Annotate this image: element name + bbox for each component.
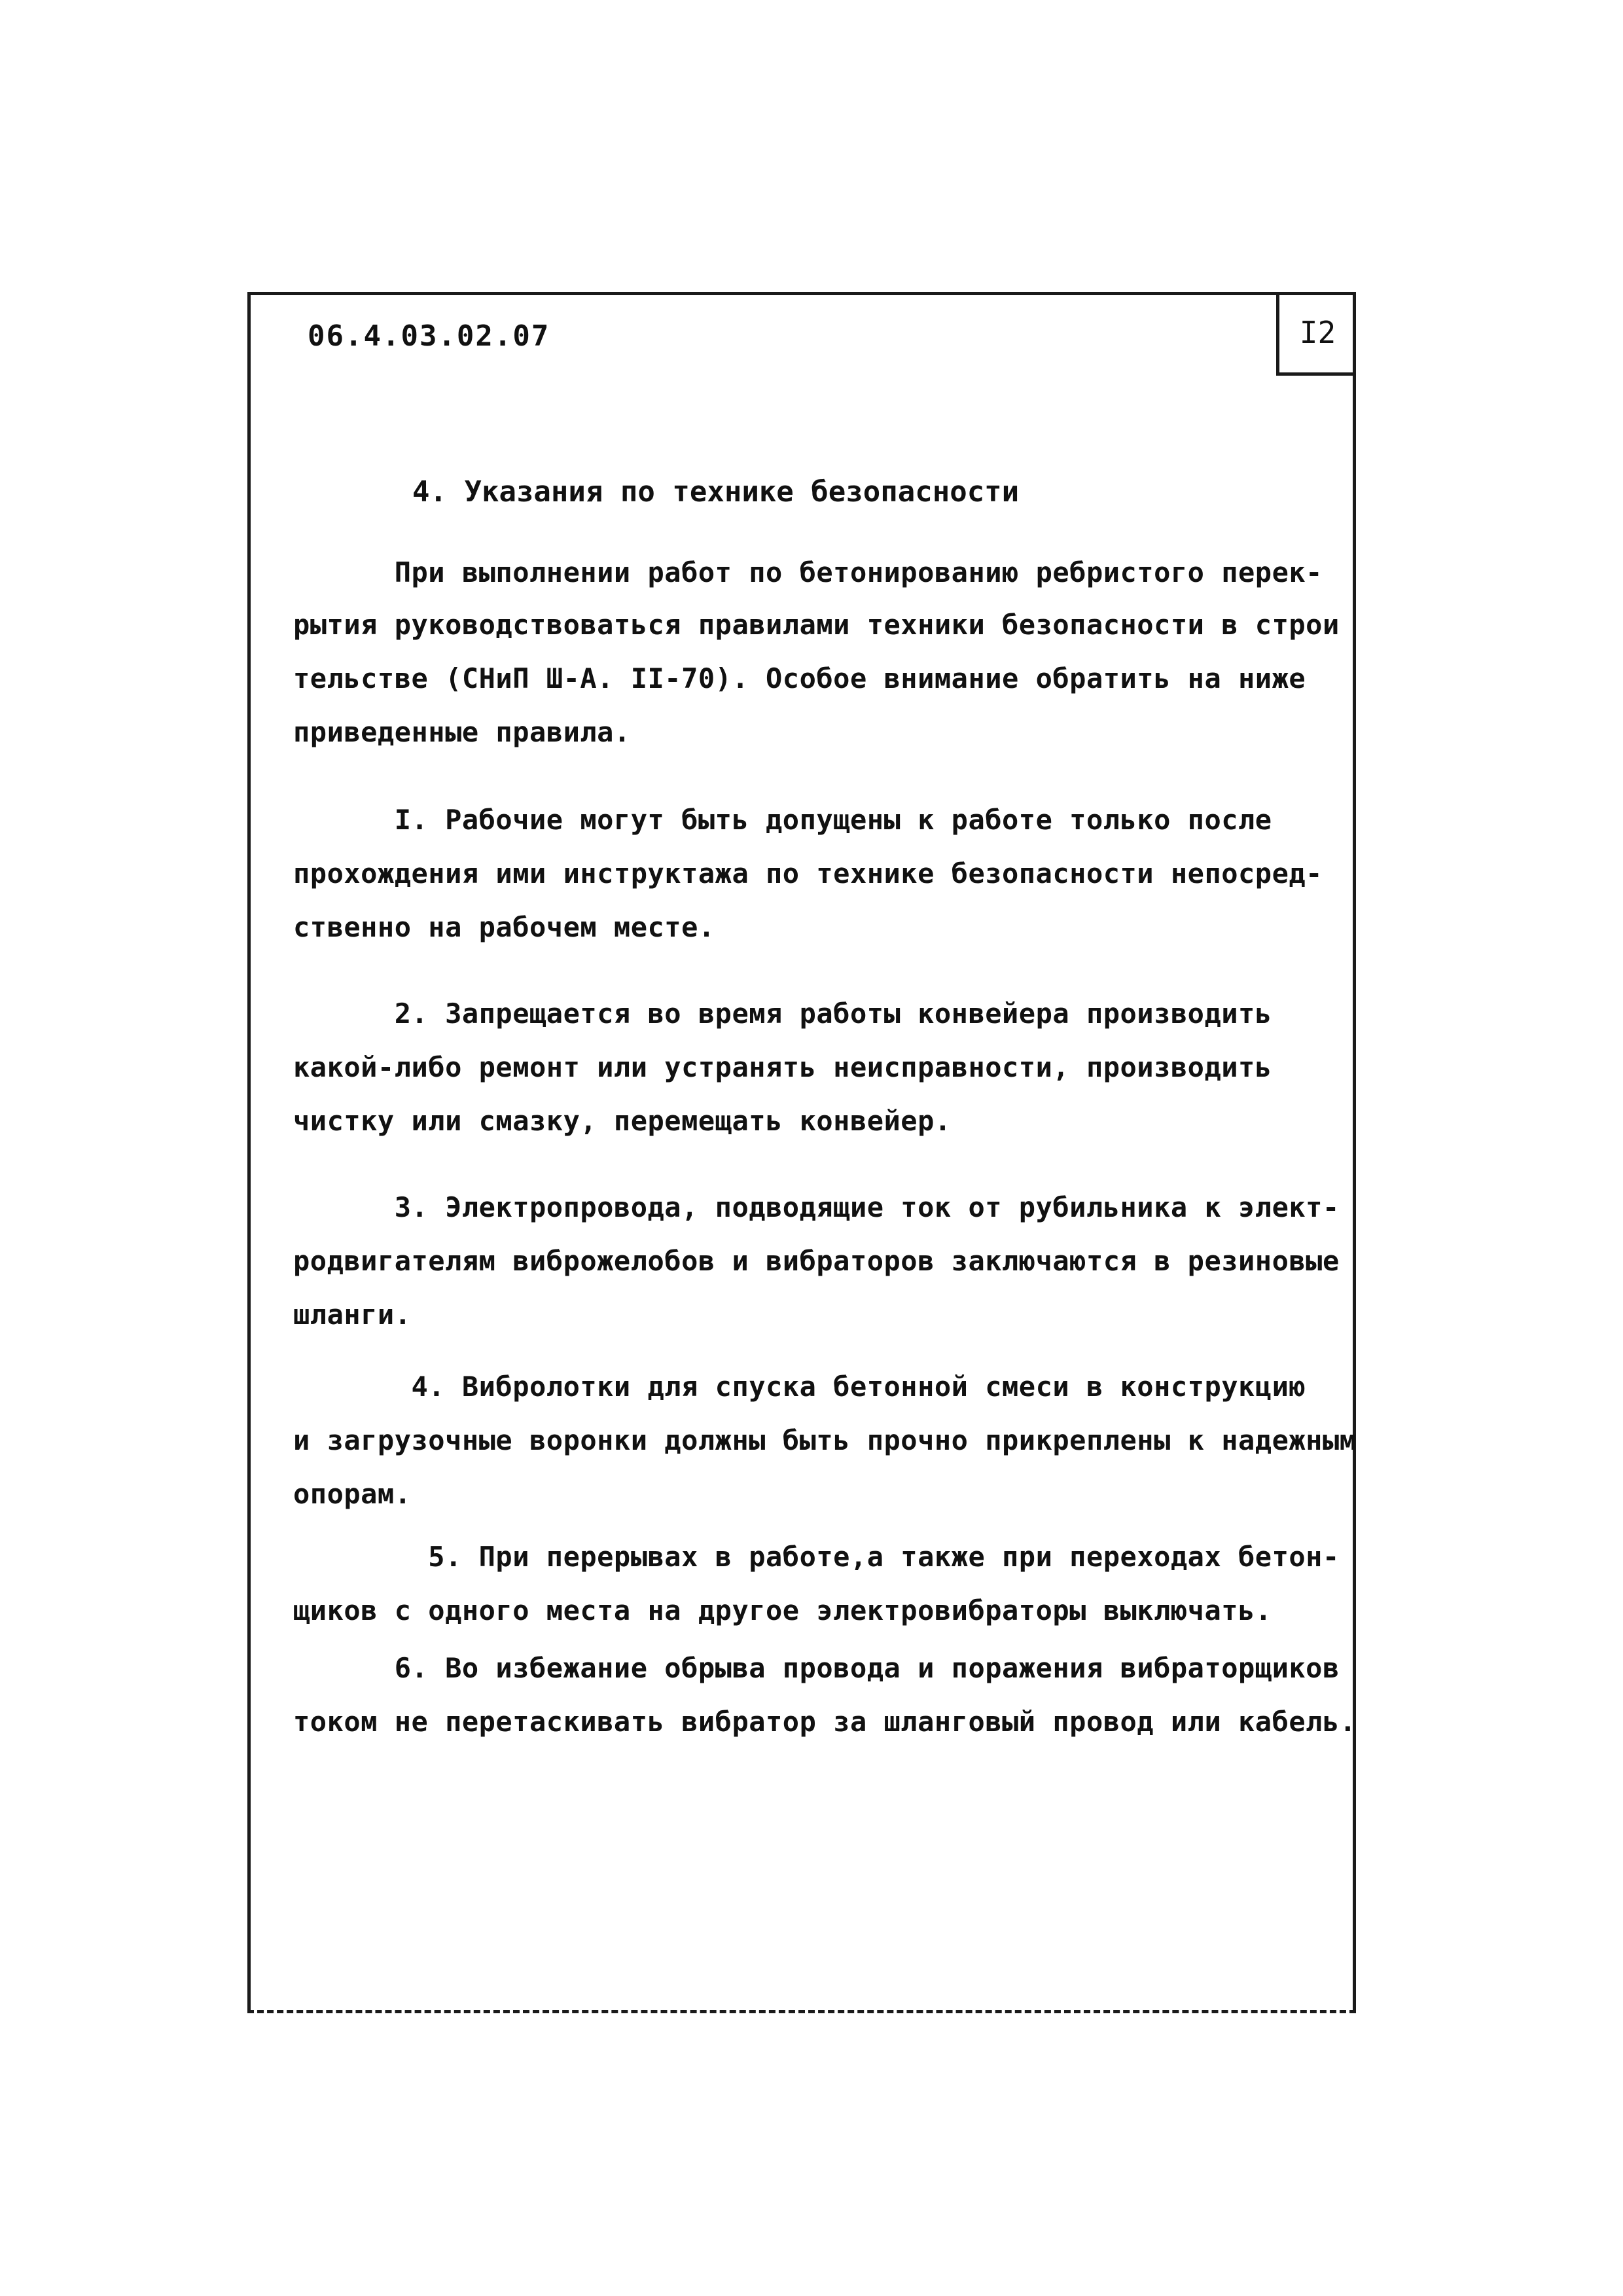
document-code: 06.4.03.02.07 <box>308 319 550 353</box>
text-line: чистку или смазку, перемещать конвейер. <box>293 1105 952 1137</box>
text-line: какой-либо ремонт или устранять неисправности, производить <box>293 1051 1272 1083</box>
text-line: рытия руководствоваться правилами техники безопасности в строи <box>293 609 1340 641</box>
text-line: и загрузочные воронки должны быть прочно прикреплены к надежным <box>293 1424 1357 1456</box>
text-line: родвигателям виброжелобов и вибраторов заключаются в резиновые <box>293 1245 1340 1277</box>
text-line: 3. Электропровода, подводящие ток от рубильника к элект- <box>293 1191 1340 1223</box>
text-line: 2. Запрещается во время работы конвейера производить <box>293 997 1272 1030</box>
section-heading: 4. Указания по технике безопасности <box>412 475 1020 509</box>
text-line: прохождения ими инструктажа по технике безопасности непосред- <box>293 857 1323 889</box>
page-number-box <box>1276 292 1356 376</box>
text-line: током не перетаскивать вибратор за шланговый провод или кабель. <box>293 1706 1357 1738</box>
page-number: I2 <box>1299 314 1336 350</box>
text-line: ственно на рабочем месте. <box>293 911 715 943</box>
text-line: щиков с одного места на другое электровибраторы выключать. <box>293 1594 1272 1626</box>
text-line: шланги. <box>293 1299 412 1331</box>
text-line: При выполнении работ по бетонированию ребристого перек- <box>293 556 1323 588</box>
text-line: 6. Во избежание обрыва провода и поражения вибраторщиков <box>293 1652 1340 1684</box>
text-line: 5. При перерывах в работе,а также при переходах бетон- <box>293 1541 1340 1573</box>
text-line: приведенные правила. <box>293 716 631 748</box>
text-line: 4. Вибролотки для спуска бетонной смеси в конструкцию <box>293 1371 1306 1403</box>
text-line: тельстве (СНиП Ш-А. II-70). Особое внимание обратить на ниже <box>293 662 1306 694</box>
document-frame <box>247 292 1356 2013</box>
text-line: опорам. <box>293 1478 412 1510</box>
text-line: I. Рабочие могут быть допущены к работе только после <box>293 804 1272 836</box>
